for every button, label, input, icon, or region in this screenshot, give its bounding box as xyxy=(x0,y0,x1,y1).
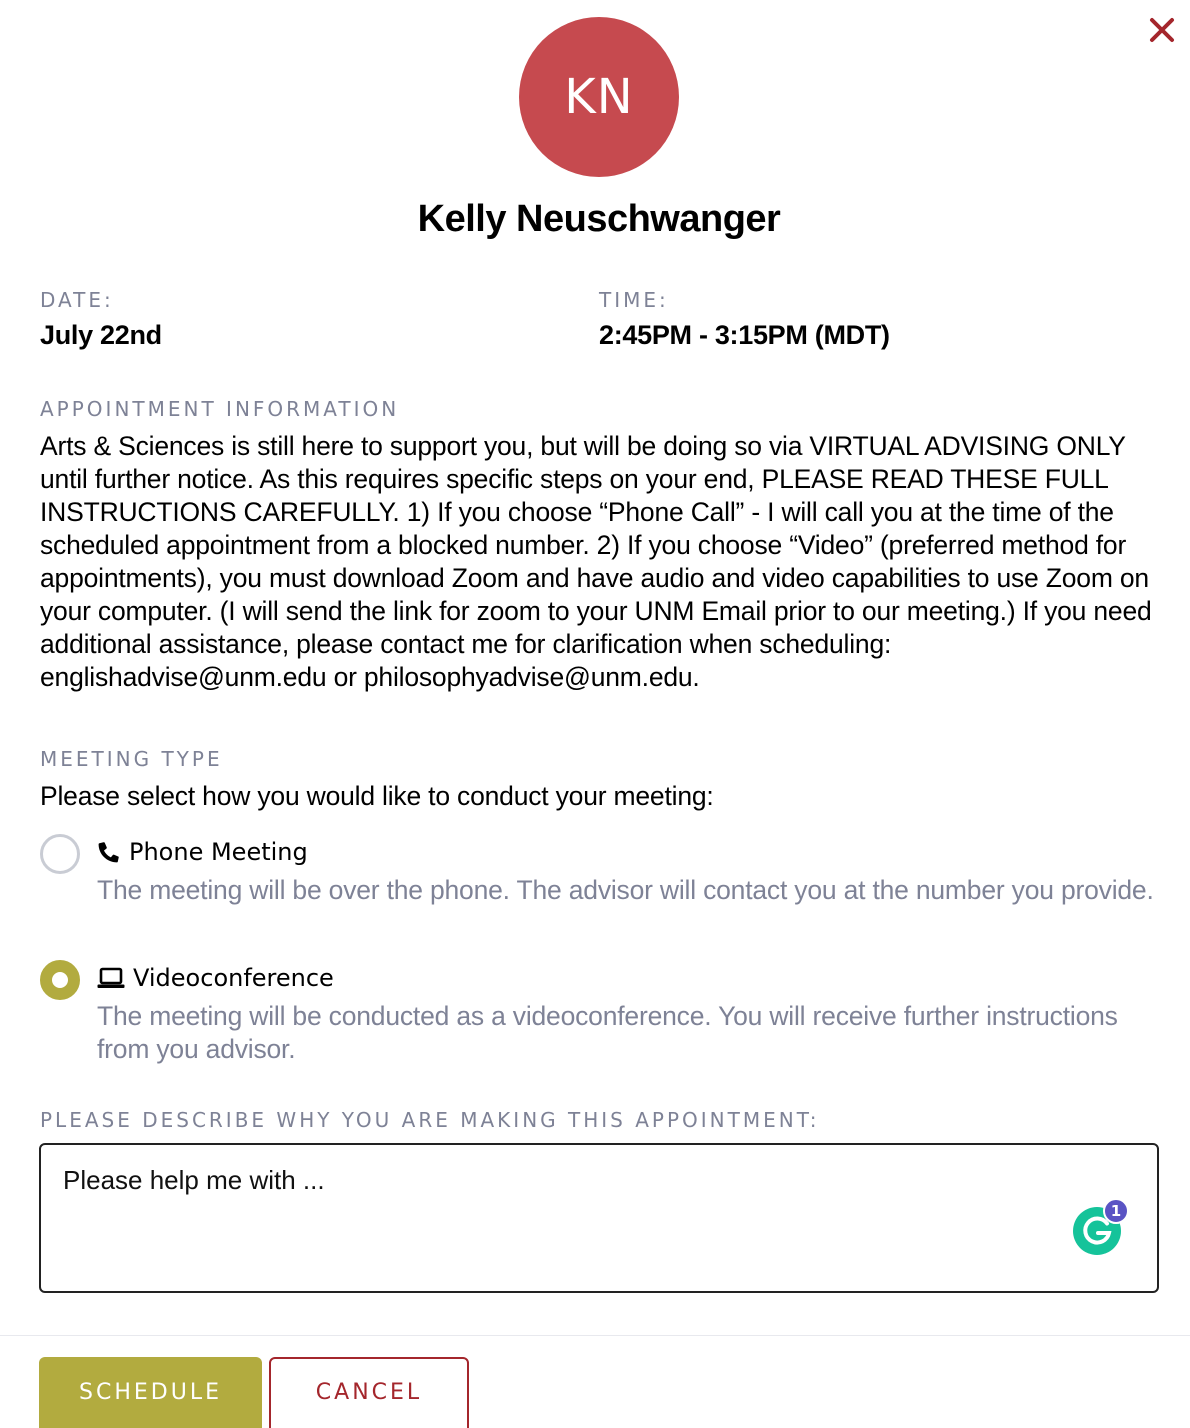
video-option-description: The meeting will be conducted as a videoconference. You will receive further instructions from you advisor. xyxy=(97,1001,1118,1064)
phone-radio[interactable] xyxy=(40,834,80,874)
reason-label: PLEASE DESCRIBE WHY YOU ARE MAKING THIS APPOINTMENT: xyxy=(40,1108,820,1132)
phone-option-description: The meeting will be over the phone. The advisor will contact you at the number you provide. xyxy=(97,875,1154,905)
reason-textarea[interactable] xyxy=(39,1143,1159,1293)
meeting-type-label: MEETING TYPE xyxy=(40,747,223,771)
grammarly-badge: 1 xyxy=(1103,1198,1129,1224)
avatar xyxy=(519,17,679,177)
phone-option-title xyxy=(97,838,308,866)
meeting-type-prompt: Please select how you would like to conduct your meeting: xyxy=(40,781,714,811)
video-option-label: Videoconference xyxy=(133,964,334,992)
appointment-info-text: Arts & Sciences is still here to support you, but will be doing so via VIRTUAL ADVISING ONLY until further notice. As this requires specific steps on your end, PLEASE READ THESE FULL INSTRUCTIONS CAREFULLY. 1) If you choose “Phone Call” - I will call you at the time of the scheduled appointment from a blocked number. 2) If you choose “Video” (preferred method for appointments), you must download Zoom and have audio and video capabilities to use Zoom on your computer. (I will send the link for zoom to your UNM Email prior to our meeting.) If you need additional assistance, please contact me for clarification when scheduling: englishadvise@unm.edu or philosophyadvise@unm.edu. xyxy=(40,431,1152,692)
laptop-icon xyxy=(97,966,125,990)
phone-icon xyxy=(97,840,121,864)
date-label: DATE: xyxy=(40,288,114,312)
advisor-name: Kelly Neuschwanger xyxy=(417,198,781,240)
appointment-info-label: APPOINTMENT INFORMATION xyxy=(40,397,400,421)
date-value: July 22nd xyxy=(40,320,162,350)
schedule-button[interactable]: SCHEDULE xyxy=(39,1357,262,1428)
footer-divider xyxy=(0,1335,1190,1336)
video-radio[interactable] xyxy=(40,960,80,1000)
time-label: TIME: xyxy=(599,288,669,312)
reason-placeholder: Please help me with ... xyxy=(63,1165,325,1195)
time-value: 2:45PM - 3:15PM (MDT) xyxy=(599,320,890,350)
cancel-button[interactable]: CANCEL xyxy=(269,1357,469,1428)
close-button[interactable] xyxy=(1144,12,1180,48)
close-icon xyxy=(1149,17,1175,43)
avatar-initials: KN xyxy=(564,69,634,125)
video-option-title xyxy=(97,964,334,992)
phone-option-label: Phone Meeting xyxy=(129,838,308,866)
